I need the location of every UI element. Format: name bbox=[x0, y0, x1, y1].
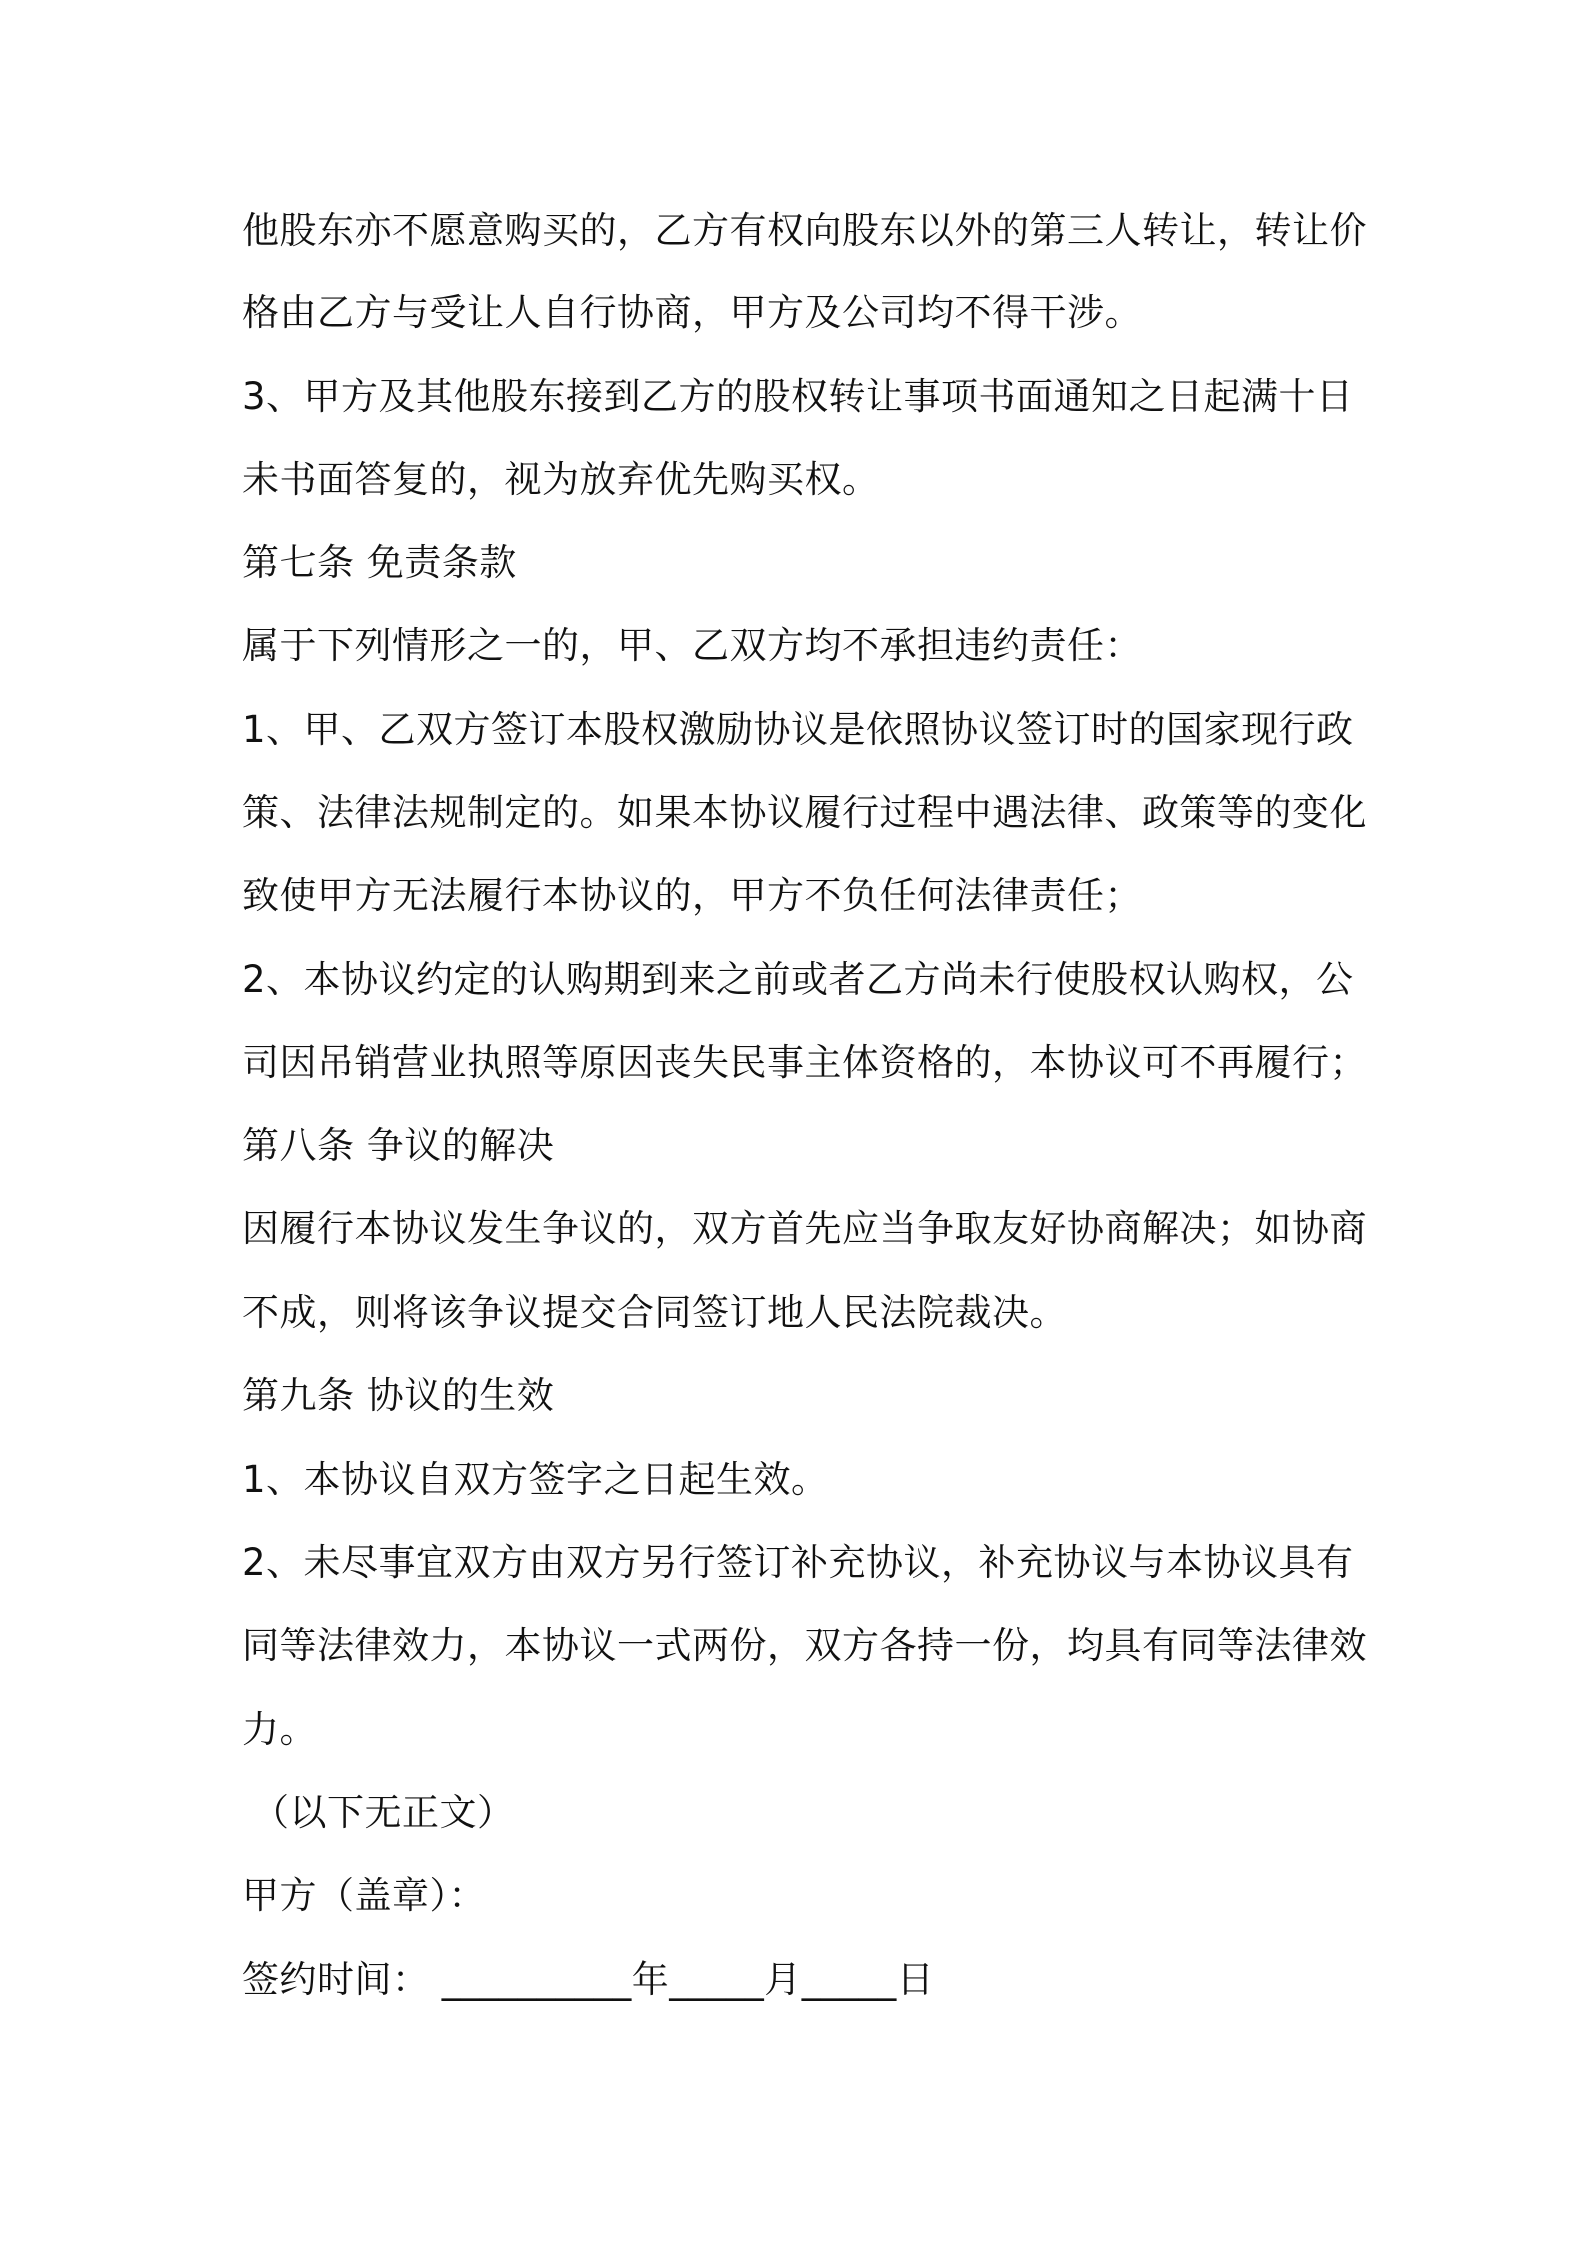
text-line: 2、未尽事宜双方由双方另行签订补充协议，补充协议与本协议具有 bbox=[242, 1541, 1354, 1584]
no-more-text-note: （以下无正文） bbox=[252, 1791, 515, 1834]
text-line: 司因吊销营业执照等原因丧失民事主体资格的，本协议可不再履行； bbox=[242, 1041, 1367, 1084]
text-line: 策、法律法规制定的。如果本协议履行过程中遇法律、政策等的变化 bbox=[242, 791, 1367, 834]
text-line: 他股东亦不愿意购买的，乙方有权向股东以外的第三人转让，转让价 bbox=[242, 209, 1367, 252]
text-line: 1、甲、乙双方签订本股权激励协议是依照协议签订时的国家现行政 bbox=[242, 708, 1354, 751]
text-line: 因履行本协议发生争议的，双方首先应当争取友好协商解决；如协商 bbox=[242, 1207, 1367, 1250]
signing-date-label: 签约时间： __________年_____月_____日 bbox=[242, 1958, 935, 2001]
text-line: 不成，则将该争议提交合同签订地人民法院裁决。 bbox=[242, 1291, 1067, 1334]
article-heading: 第八条 争议的解决 bbox=[242, 1124, 555, 1167]
text-line: 致使甲方无法履行本协议的，甲方不负任何法律责任； bbox=[242, 874, 1142, 917]
text-line: 同等法律效力，本协议一式两份，双方各持一份，均具有同等法律效 bbox=[242, 1624, 1367, 1667]
text-line: 属于下列情形之一的，甲、乙双方均不承担违约责任： bbox=[242, 624, 1142, 667]
text-line: 格由乙方与受让人自行协商，甲方及公司均不得干涉。 bbox=[242, 291, 1142, 334]
article-heading: 第七条 免责条款 bbox=[242, 541, 517, 584]
article-heading: 第九条 协议的生效 bbox=[242, 1374, 555, 1417]
text-line: 力。 bbox=[242, 1708, 317, 1751]
text-line: 2、本协议约定的认购期到来之前或者乙方尚未行使股权认购权，公 bbox=[242, 958, 1354, 1001]
text-line: 1、本协议自双方签字之日起生效。 bbox=[242, 1458, 829, 1501]
text-line: 未书面答复的，视为放弃优先购买权。 bbox=[242, 458, 880, 501]
party-a-seal-label: 甲方（盖章）： bbox=[242, 1874, 486, 1917]
text-line: 3、甲方及其他股东接到乙方的股权转让事项书面通知之日起满十日 bbox=[242, 375, 1354, 418]
